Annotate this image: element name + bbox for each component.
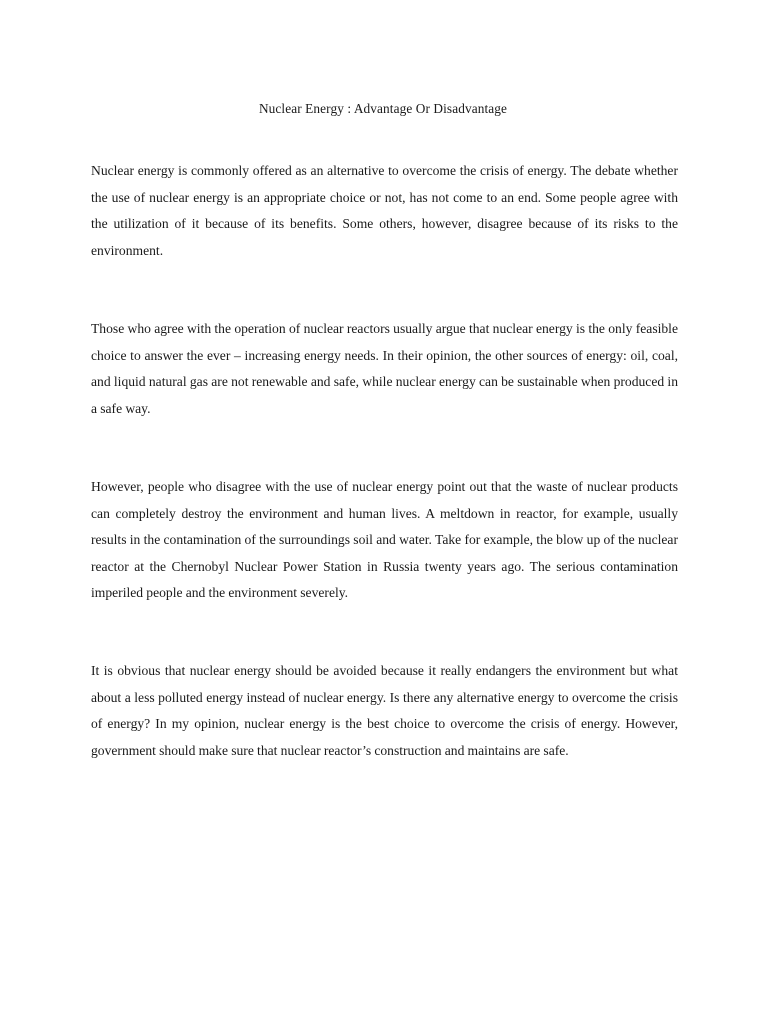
paragraph-opposing-argument — [91, 474, 678, 607]
paragraph-supporting-argument — [91, 316, 678, 422]
paragraph-text: Those who agree with the operation of nuclear reactors usually argue that nuclear energy is the only feasible choice to answer the ever – increasing energy needs. In their opinion, the other sources of energy: oil, coal, and liquid natural gas are not renewable and safe, while nuclear energy can be sustainable when produced in a safe way. — [91, 321, 678, 416]
paragraph-text: However, people who disagree with the use of nuclear energy point out that the waste of nuclear products can completely destroy the environment and human lives. A meltdown in reactor, for example, usually results in the contamination of the surroundings soil and water. Take for example, the blow up of the nuclear reactor at the Chernobyl Nuclear Power Station in Russia twenty years ago. The serious contamination imperiled people and the environment severely. — [91, 479, 678, 600]
paragraph-text: It is obvious that nuclear energy should be avoided because it really endangers the environment but what about a less polluted energy instead of nuclear energy. Is there any alternative energy to overcome the crisis of energy? In my opinion, nuclear energy is the best choice to overcome the crisis of energy. However, government should make sure that nuclear reactor’s construction and maintains are safe. — [91, 663, 678, 758]
paragraph-introduction — [91, 158, 678, 264]
paragraph-conclusion — [91, 658, 678, 764]
document-title: Nuclear Energy : Advantage Or Disadvantage — [258, 101, 507, 116]
paragraph-text: Nuclear energy is commonly offered as an alternative to overcome the crisis of energy. The debate whether the use of nuclear energy is an appropriate choice or not, has not come to an end. Some people agree with the utilization of it because of its benefits. Some others, however, disagree because of its risks to the environment. — [91, 163, 678, 258]
